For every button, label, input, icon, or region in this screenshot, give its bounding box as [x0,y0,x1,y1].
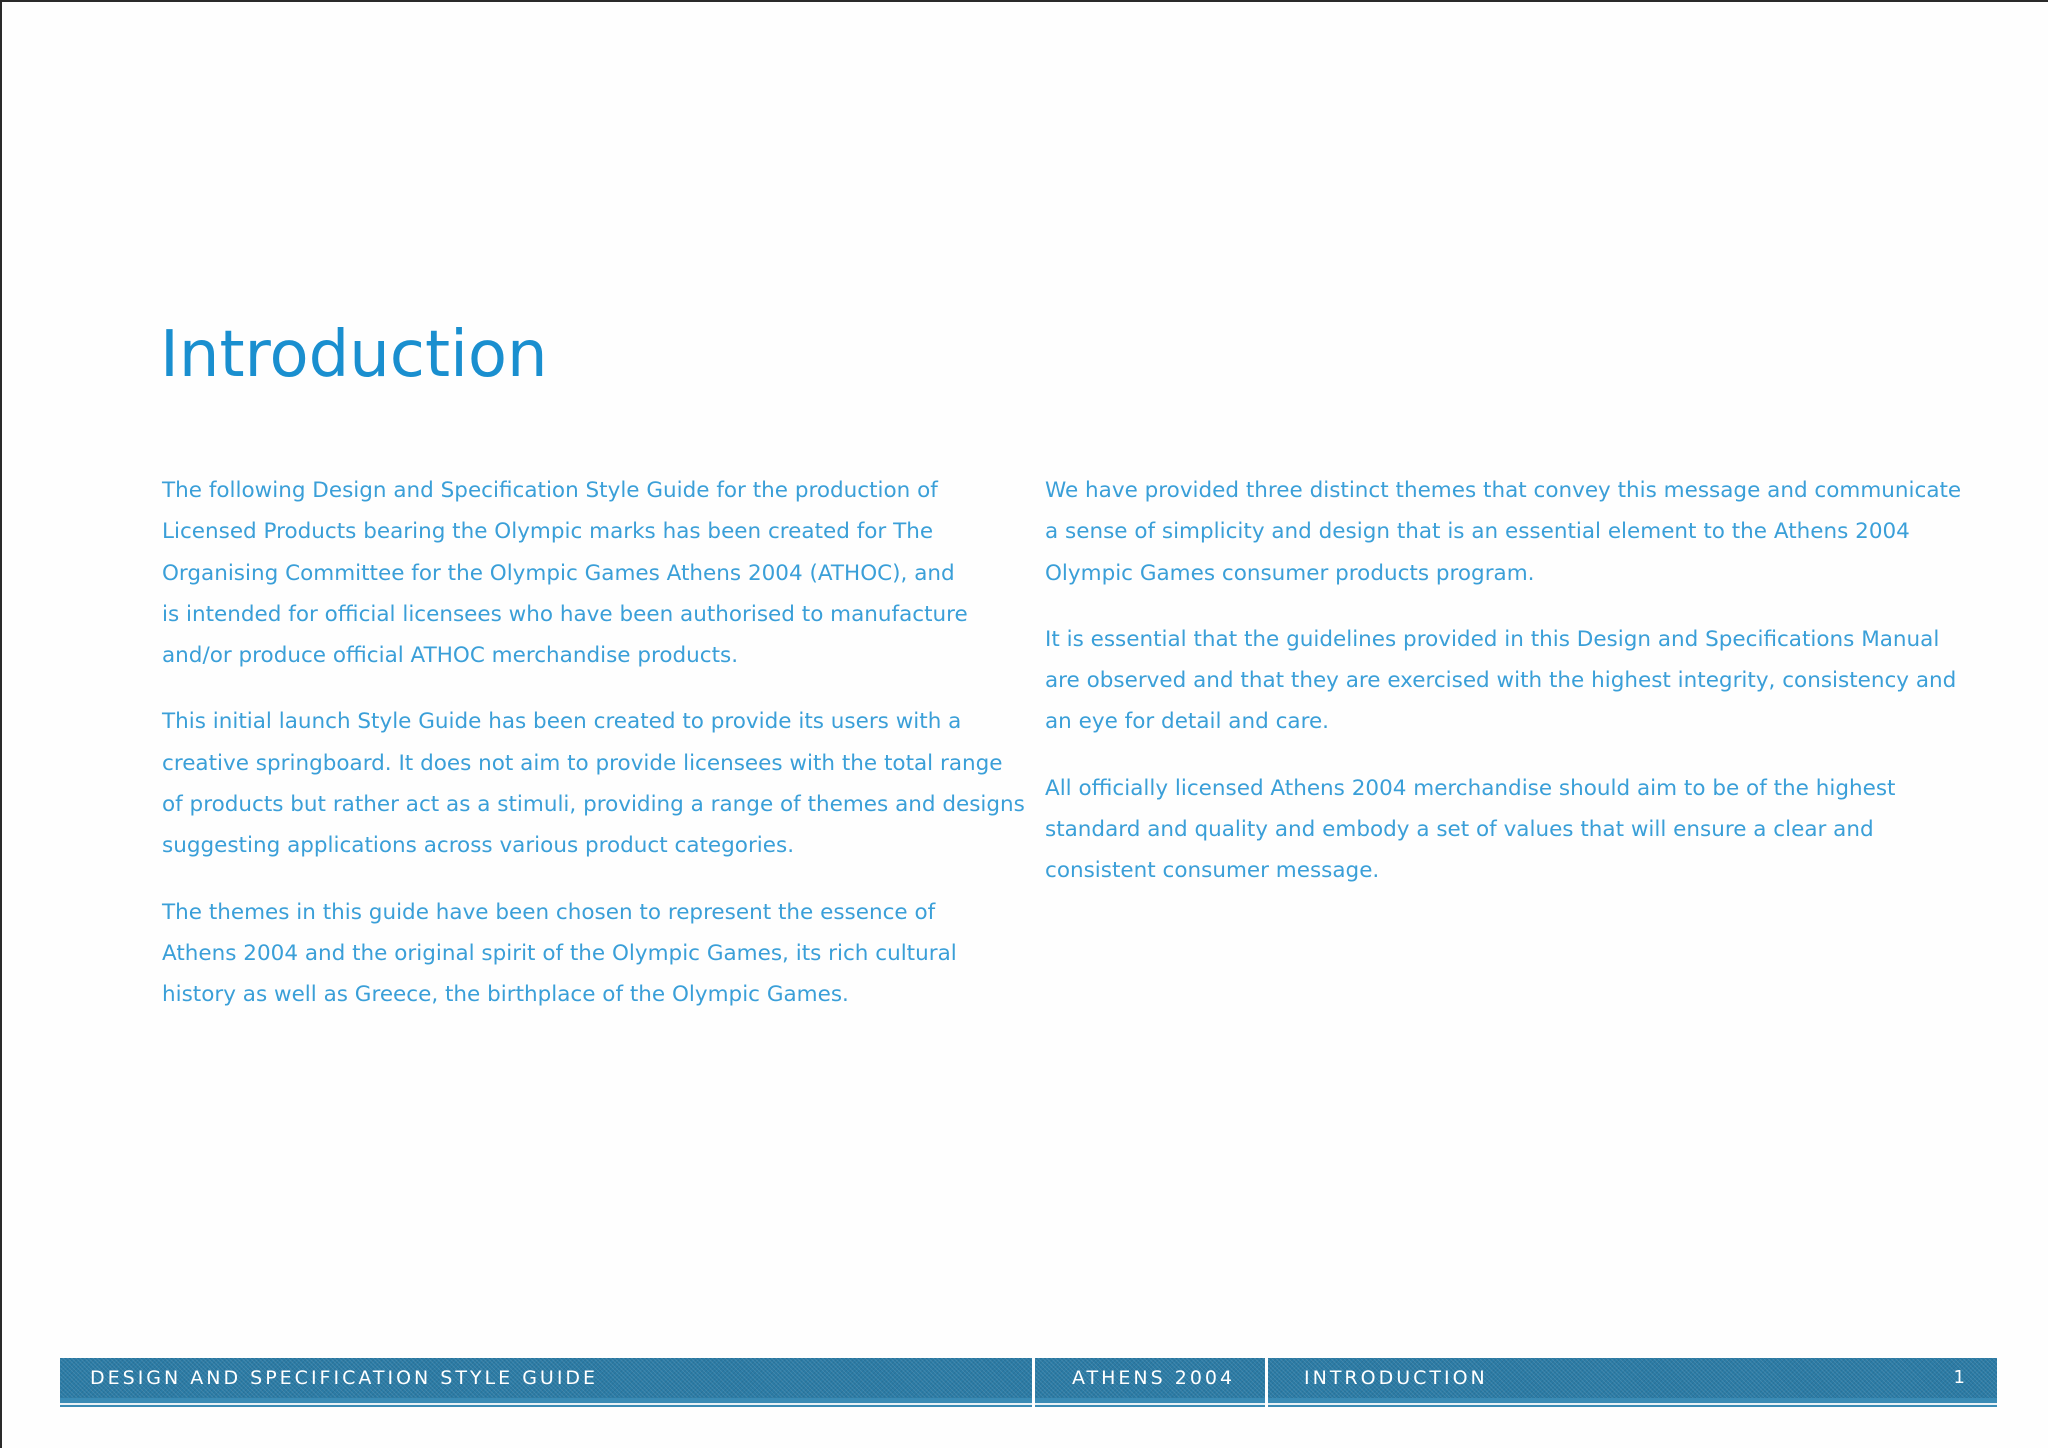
paragraph [162,892,972,1016]
text-line: Olympic Games consumer products program. [1045,560,1535,586]
text-line: We have provided three distinct themes that convey this message and communicate [1045,478,1962,503]
paragraph [162,470,972,676]
page-title: Introduction [160,318,548,392]
text-line: a sense of simplicity and design that is an essential element to the Athens 2004 [1045,519,1910,545]
footer-guide-label: DESIGN AND SPECIFICATION STYLE GUIDE [90,1366,599,1389]
text-line: Athens 2004 and the original spirit of the Olympic Games, its rich cultural [162,940,957,966]
text-line: The themes in this guide have been chosen to represent the essence of [162,899,936,925]
footer-bar [60,1358,1997,1407]
text-line: an eye for detail and care. [1045,709,1330,735]
text-line: Licensed Products bearing the Olympic marks has been created for The [162,519,934,545]
text-line: Organising Committee for the Olympic Games Athens 2004 (ATHOC), and [162,560,955,586]
right-column [1045,470,1962,917]
text-line: consistent consumer message. [1045,858,1380,884]
text-line: history as well as Greece, the birthplace of the Olympic Games. [162,982,849,1008]
text-line: It is essential that the guidelines provided in this Design and Specifications Manual [1045,626,1940,652]
text-line: creative springboard. It does not aim to provide licensees with the total range [162,750,1003,776]
text-line: and/or produce official ATHOC merchandise products. [162,643,739,669]
footer-section-label: INTRODUCTION [1304,1366,1488,1389]
text-line: The following Design and Specification Style Guide for the production of [162,478,938,503]
footer-section-segment [1268,1358,1997,1407]
text-line: suggesting applications across various product categories. [162,833,795,859]
paragraph [1045,619,1957,743]
text-line: are observed and that they are exercised with the highest integrity, consistency and [1045,668,1957,694]
text-line: of products but rather act as a stimuli, providing a range of themes and designs [162,792,1025,818]
text-line: standard and quality and embody a set of values that will ensure a clear and [1045,817,1874,843]
paragraph [1045,768,1915,892]
footer-event-label: ATHENS 2004 [1072,1366,1236,1389]
text-line: All officially licensed Athens 2004 merchandise should aim to be of the highest [1045,775,1896,801]
left-column [162,470,1025,1041]
footer-guide-segment [60,1358,1032,1407]
text-line: This initial launch Style Guide has been created to provide its users with a [162,709,962,735]
paragraph [162,701,1025,866]
page-number: 1 [1953,1367,1965,1388]
paragraph [1045,470,1962,594]
text-line: is intended for official licensees who have been authorised to manufacture [162,601,968,627]
footer-event-segment [1035,1358,1265,1407]
